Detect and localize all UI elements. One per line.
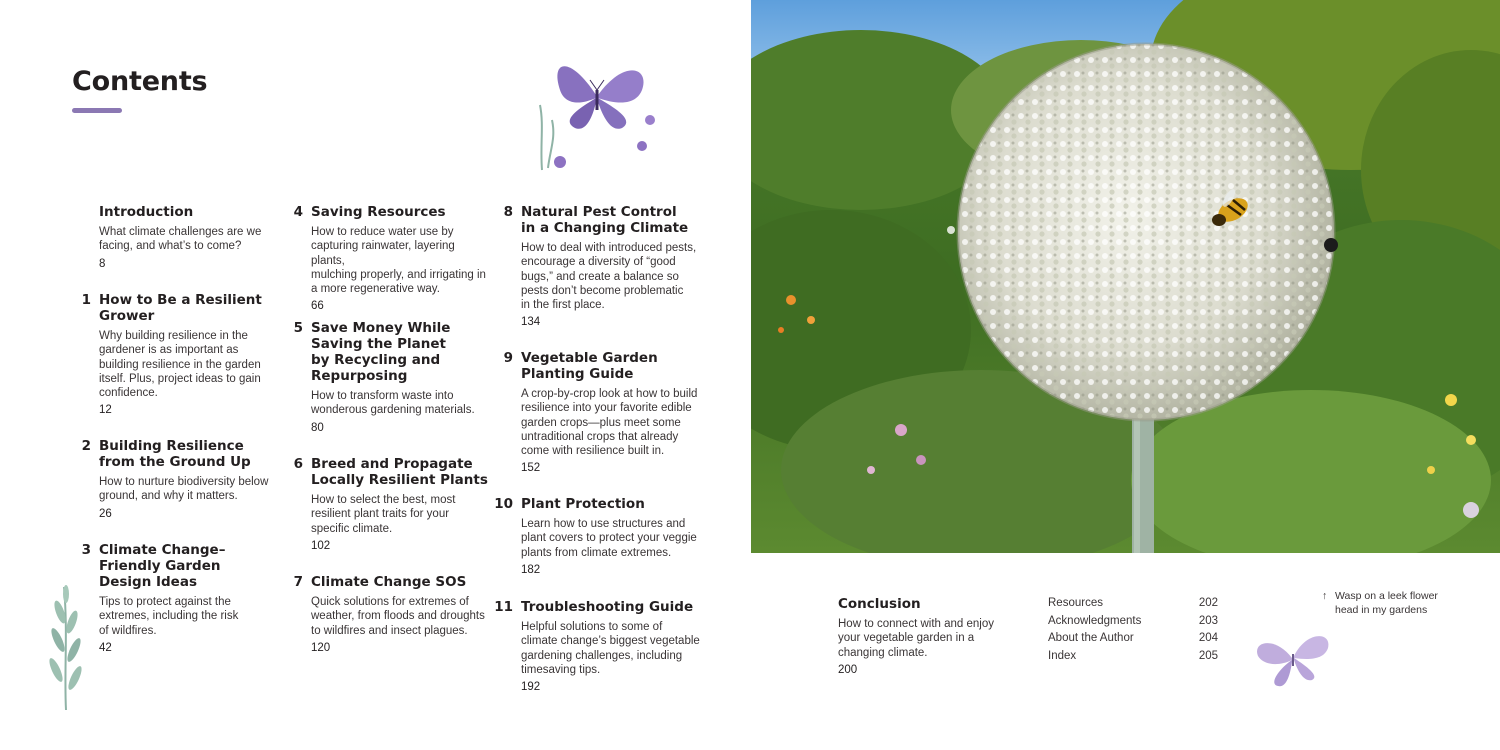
entry-description: Learn how to use structures and plant covers to protect your veggie plants from climate extremes.	[521, 518, 697, 559]
title-underline	[72, 108, 122, 113]
back-matter-label: About the Author	[1048, 632, 1134, 644]
back-matter-item[interactable]	[1048, 648, 1218, 666]
back-matter-item[interactable]	[1048, 613, 1218, 631]
toc-entry-chapter-11[interactable]	[494, 599, 706, 694]
chapter-number: 6	[293, 456, 303, 472]
back-matter-label: Resources	[1048, 597, 1103, 609]
entry-title: Save Money While Saving the Planet by Recycling and Repurposing	[311, 320, 451, 384]
chapter-number: 5	[293, 320, 303, 336]
entry-page-number: 152	[521, 462, 541, 475]
entry-page-number: 200	[838, 663, 858, 676]
butterfly-illustration	[530, 50, 660, 180]
entry-title: Introduction	[99, 204, 194, 220]
entry-page-number: 192	[521, 681, 541, 694]
entry-title: Plant Protection	[521, 496, 645, 512]
entry-title: Building Resilience from the Ground Up	[99, 438, 251, 470]
page-title: Contents	[72, 66, 208, 97]
entry-description: How to select the best, most resilient plant traits for your specific climate.	[311, 494, 456, 535]
chapter-number: 9	[503, 350, 513, 366]
chapter-number: 10	[494, 496, 513, 512]
toc-entry-chapter-9[interactable]	[503, 350, 706, 475]
entry-title: Natural Pest Control in a Changing Climate	[521, 204, 689, 236]
back-matter-page: 204	[1198, 632, 1218, 644]
toc-entry-chapter-3[interactable]	[81, 542, 279, 655]
leaf-sprig-illustration	[42, 582, 92, 712]
chapter-number: 1	[81, 292, 91, 308]
entry-page-number: 26	[99, 507, 112, 520]
chapter-number: 4	[293, 204, 303, 220]
entry-description: How to deal with introduced pests, encourage a diversity of “good bugs,” and create a balance so pests don’t become problematic in the first place.	[521, 242, 697, 312]
entry-description: How to nurture biodiversity below ground, and why it matters.	[99, 476, 269, 503]
toc-entry-conclusion[interactable]	[838, 596, 1018, 677]
back-matter-page: 203	[1198, 614, 1218, 627]
entry-description: Why building resilience in the gardener is as important as building resilience in the garden itself. Plus, project ideas to gain confidence.	[99, 330, 261, 400]
entry-title: Breed and Propagate Locally Resilient Plants	[311, 456, 488, 488]
entry-description: How to transform waste into wonderous gardening materials.	[311, 390, 475, 417]
back-matter-list	[1048, 595, 1218, 665]
chapter-number: 7	[293, 574, 303, 590]
entry-description: A crop-by-crop look at how to build resilience into your favorite edible garden crops—plus meet some untraditional crops that already come with resilience built in.	[521, 388, 698, 458]
back-matter-item[interactable]	[1048, 630, 1218, 648]
entry-description: How to connect with and enjoy your vegetable garden in a changing climate.	[838, 618, 994, 659]
entry-title: Saving Resources	[311, 204, 446, 220]
entry-description: Tips to protect against the extremes, including the risk of wildfires.	[99, 596, 239, 637]
caption-text: Wasp on a leek flower head in my gardens	[1335, 590, 1438, 616]
entry-description: How to reduce water use by capturing rainwater, layering plants, mulching properly, and irrigating in a more regenerative way.	[311, 226, 486, 296]
entry-page-number: 134	[521, 316, 541, 329]
back-matter-label: Index	[1048, 649, 1077, 662]
back-matter-item[interactable]	[1048, 595, 1218, 613]
entry-title: Conclusion	[838, 596, 921, 612]
toc-entry-introduction[interactable]	[99, 204, 279, 271]
entry-title: Climate Change– Friendly Garden Design Ideas	[99, 542, 226, 590]
entry-title: How to Be a Resilient Grower	[99, 292, 262, 324]
toc-entry-chapter-7[interactable]	[293, 574, 491, 655]
entry-page-number: 8	[99, 257, 106, 270]
entry-page-number: 80	[311, 421, 324, 434]
entry-page-number: 66	[311, 300, 324, 313]
arrow-up-icon: ↑	[1322, 590, 1328, 602]
toc-entry-chapter-6[interactable]	[293, 456, 491, 553]
butterfly-illustration-small	[1250, 626, 1335, 691]
back-matter-page: 205	[1198, 649, 1218, 662]
entry-page-number: 42	[99, 641, 112, 654]
chapter-number: 2	[81, 438, 91, 454]
toc-entry-chapter-4[interactable]	[293, 204, 491, 313]
entry-description: Quick solutions for extremes of weather, from floods and droughts to wildfires and insect plagues.	[311, 596, 485, 637]
back-matter-page: 202	[1198, 597, 1218, 609]
toc-entry-chapter-8[interactable]	[503, 204, 706, 329]
photo-caption	[1322, 590, 1472, 617]
entry-title: Troubleshooting Guide	[521, 599, 694, 615]
toc-entry-chapter-2[interactable]	[81, 438, 279, 521]
entry-description: Helpful solutions to some of climate change’s biggest vegetable gardening challenges, including timesaving tips.	[521, 621, 700, 676]
chapter-number: 8	[503, 204, 513, 220]
entry-page-number: 12	[99, 404, 112, 417]
chapter-number: 11	[494, 599, 513, 615]
entry-page-number: 102	[311, 539, 331, 552]
toc-entry-chapter-5[interactable]	[293, 320, 491, 435]
entry-title: Climate Change SOS	[311, 574, 467, 590]
entry-page-number: 120	[311, 641, 331, 654]
entry-title: Vegetable Garden Planting Guide	[521, 350, 658, 382]
leek-flower-photo	[751, 0, 1500, 553]
toc-entry-chapter-10[interactable]	[494, 496, 706, 577]
entry-page-number: 182	[521, 563, 541, 576]
back-matter-label: Acknowledgments	[1048, 614, 1142, 627]
chapter-number: 3	[81, 542, 91, 558]
entry-description: What climate challenges are we facing, and what’s to come?	[99, 226, 262, 253]
toc-entry-chapter-1[interactable]	[81, 292, 279, 417]
